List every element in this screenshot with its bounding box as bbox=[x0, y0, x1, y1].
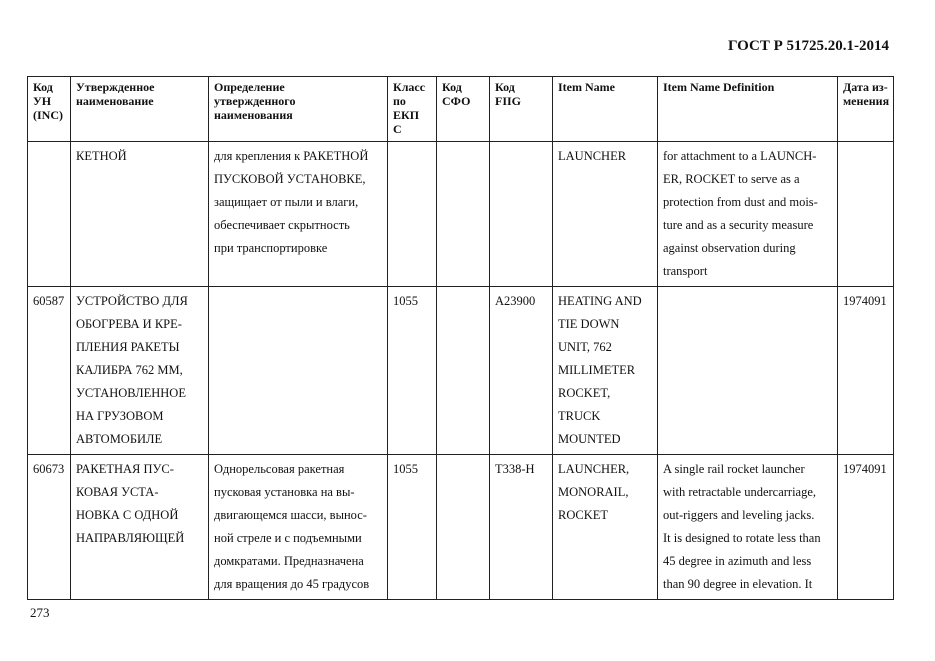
header-approved-name: Утвержденное наименование bbox=[71, 77, 209, 142]
cell-inc bbox=[28, 142, 71, 287]
header-change-date: Дата из- менения bbox=[838, 77, 894, 142]
cell-sfo bbox=[437, 142, 490, 287]
table-row bbox=[28, 287, 894, 455]
header-inc: Код УН (INC) bbox=[28, 77, 71, 142]
header-fiig: Код FIIG bbox=[490, 77, 553, 142]
catalog-table bbox=[27, 76, 894, 600]
table-row bbox=[28, 455, 894, 600]
cell-inc: 60587 bbox=[28, 287, 71, 455]
cell-definition bbox=[209, 287, 388, 455]
cell-definition: для крепления к РАКЕТНОЙ ПУСКОВОЙ УСТАНОВКЕ, защищает от пыли и влаги, обеспечивает скрытность при транспортировке bbox=[209, 142, 388, 287]
cell-fiig bbox=[490, 142, 553, 287]
header-item-name-definition: Item Name Definition bbox=[658, 77, 838, 142]
cell-class: 1055 bbox=[388, 455, 437, 600]
cell-item-name: HEATING AND TIE DOWN UNIT, 762 MILLIMETER ROCKET, TRUCK MOUNTED bbox=[553, 287, 658, 455]
cell-sfo bbox=[437, 455, 490, 600]
document-code: ГОСТ Р 51725.20.1-2014 bbox=[727, 38, 889, 54]
cell-change-date: 1974091 bbox=[838, 455, 894, 600]
cell-approved-name: РАКЕТНАЯ ПУС- КОВАЯ УСТА- НОВКА С ОДНОЙ НАПРАВЛЯЮЩЕЙ bbox=[71, 455, 209, 600]
cell-class bbox=[388, 142, 437, 287]
cell-item-name: LAUNCHER, MONORAIL, ROCKET bbox=[553, 455, 658, 600]
header-sfo: Код СФО bbox=[437, 77, 490, 142]
cell-approved-name: УСТРОЙСТВО ДЛЯ ОБОГРЕВА И КРЕ- ПЛЕНИЯ РАКЕТЫ КАЛИБРА 762 ММ, УСТАНОВЛЕННОЕ НА ГРУЗОВОМ АВТОМОБИЛЕ bbox=[71, 287, 209, 455]
cell-item-definition: for attachment to a LAUNCH- ER, ROCKET to serve as a protection from dust and mois- ture and as a security measure against observation during transport bbox=[658, 142, 838, 287]
page-number: 273 bbox=[30, 605, 50, 620]
cell-definition: Однорельсовая ракетная пусковая установка на вы- двигающемся шасси, вынос- ной стреле и с подъемными домкратами. Предназначена для вращения до 45 градусов bbox=[209, 455, 388, 600]
cell-item-name: LAUNCHER bbox=[553, 142, 658, 287]
header-definition: Определение утвержденного наименования bbox=[209, 77, 388, 142]
cell-fiig: A23900 bbox=[490, 287, 553, 455]
cell-item-definition: A single rail rocket launcher with retractable undercarriage, out-riggers and leveling jacks. It is designed to rotate less than 45 degree in azimuth and less than 90 degree in elevation. It bbox=[658, 455, 838, 600]
table-row bbox=[28, 142, 894, 287]
cell-change-date bbox=[838, 142, 894, 287]
header-item-name: Item Name bbox=[553, 77, 658, 142]
header-row bbox=[28, 77, 894, 142]
cell-approved-name: КЕТНОЙ bbox=[71, 142, 209, 287]
cell-item-definition bbox=[658, 287, 838, 455]
cell-fiig: T338-H bbox=[490, 455, 553, 600]
cell-inc: 60673 bbox=[28, 455, 71, 600]
cell-change-date: 1974091 bbox=[838, 287, 894, 455]
cell-class: 1055 bbox=[388, 287, 437, 455]
cell-sfo bbox=[437, 287, 490, 455]
header-class: Класс по ЕКП С bbox=[388, 77, 437, 142]
